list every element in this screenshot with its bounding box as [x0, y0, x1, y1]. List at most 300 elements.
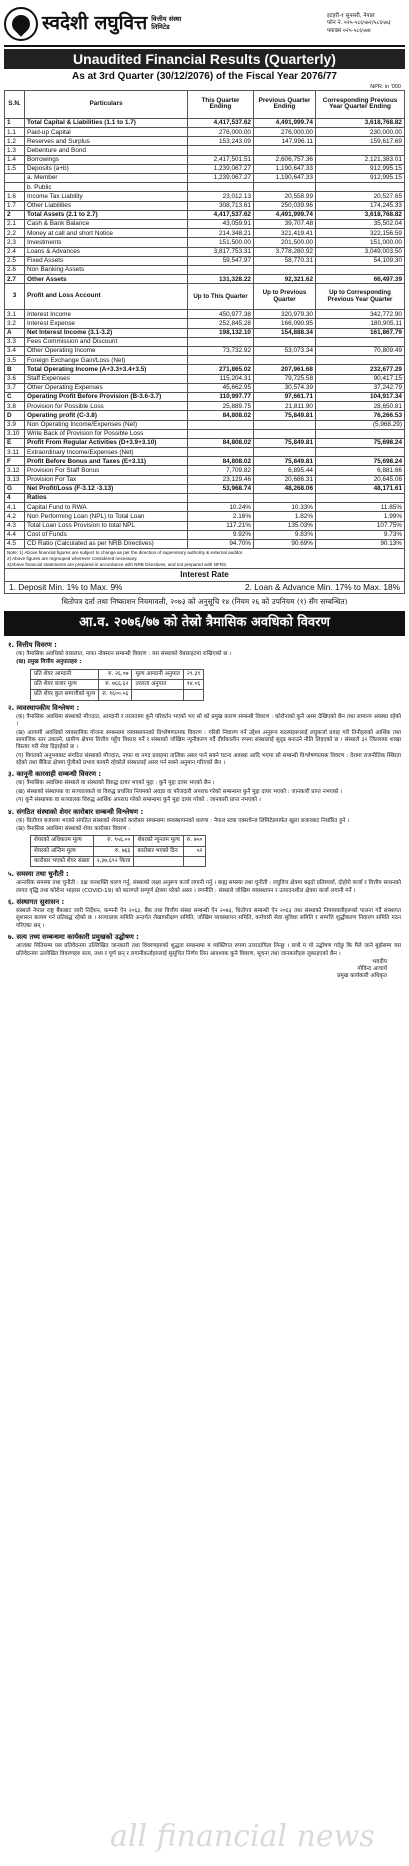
row-corresponding-quarter: 174,245.33	[316, 201, 405, 210]
row-sn: 1.5	[5, 164, 25, 173]
table-row	[5, 210, 405, 219]
section-text: आजका मितिसम्म यस प्रतिवेदनमा उल्लिखित जानकारी तथा विवरणहरुको शुद्धता सम्बन्धमा म व्यक्तिगत रुपमा उत्तरदायित्व लिन्छु । साथै म यो उद्घोषण गर्दछु कि मैले जाने बुझेसम्म यस प्रतिवेदनमा उल्लेखित विवरणहरु सत्य, तथ्य र पूर्ण छन् र लगानीकर्ताहरुलाई सुसूचित निर्णय लिन आवश्यक कुनै विवरण, सूचना तथा जानकारीहरु लुकाइएको छैन ।	[16, 943, 401, 957]
row-sn: 3.12	[5, 466, 25, 475]
row-previous-quarter: 4,491,999.74	[254, 118, 316, 127]
row-particular: Foreign Exchange Gain/Loss (Net)	[25, 356, 188, 365]
regulation-reference: धितोपत्र दर्ता तथा निष्काशन नियमावली, २०७३ को अनुसूचि १४ (नियम २६ को उपनियम (१) सँग सम्बन्धित)	[61, 597, 348, 607]
row-this-quarter: Up to This Quarter	[188, 284, 254, 310]
row-corresponding-quarter: 9.73%	[316, 530, 405, 539]
row-this-quarter: 115,204.31	[188, 374, 254, 383]
row-corresponding-quarter: 159,617.69	[316, 137, 405, 146]
table-row	[31, 857, 206, 867]
row-previous-quarter: 9.83%	[254, 530, 316, 539]
row-corresponding-quarter: 3,618,768.82	[316, 210, 405, 219]
row-corresponding-quarter: 70,809.49	[316, 347, 405, 356]
section-heading: ४. संगठित संस्थाको शेयर कारोबार सम्बन्धी विश्लेषण :	[8, 807, 144, 816]
row-previous-quarter	[254, 183, 316, 192]
table-row	[5, 238, 405, 247]
row-previous-quarter: 135.03%	[254, 521, 316, 530]
row-this-quarter	[188, 356, 254, 365]
table-cell: २९.३९	[183, 669, 203, 679]
row-previous-quarter: 90.69%	[254, 539, 316, 548]
section-text: (ग) कुनै संस्थापक वा सञ्चालक विरुद्ध आर्थिक अपराध गरेको सम्बन्धमा कुनै मुद्दा दायर गरेको : जानकारी प्राप्त नभएको ।	[16, 797, 261, 804]
fax-line: फ्याक्स ०२५-५८६५७४	[327, 27, 371, 34]
row-sn: 1	[5, 118, 25, 127]
row-sn: 1.3	[5, 146, 25, 155]
row-this-quarter: 2.16%	[188, 512, 254, 521]
row-previous-quarter: 75,849.81	[254, 438, 316, 447]
table-row	[5, 347, 405, 356]
row-sn: 3	[5, 284, 25, 310]
row-corresponding-quarter: 180,905.11	[316, 319, 405, 328]
currency-note: NPR. in '000	[370, 83, 401, 90]
row-particular: Money at call and short Notice	[25, 229, 188, 238]
row-this-quarter: 1,239,067.27	[188, 174, 254, 183]
row-corresponding-quarter: 48,171.61	[316, 484, 405, 493]
table-row	[5, 484, 405, 493]
row-particular: Interest Income	[25, 310, 188, 319]
table-cell: शेयरको अन्तिम मूल्य	[31, 846, 94, 856]
row-corresponding-quarter: 20,527.65	[316, 192, 405, 201]
row-corresponding-quarter: 28,650.81	[316, 402, 405, 411]
letterhead	[4, 3, 405, 47]
row-previous-quarter: 276,000.00	[254, 128, 316, 137]
sign-name: गोविन्द आचार्य	[357, 966, 387, 973]
row-corresponding-quarter: 11.85%	[316, 503, 405, 512]
table-row	[5, 512, 405, 521]
table-row	[5, 229, 405, 238]
report-subtitle: As at 3rd Quarter (30/12/2076) of the Fiscal Year 2076/77	[72, 71, 337, 83]
row-particular: Non Banking Assets	[25, 265, 188, 274]
row-this-quarter: 214,348.21	[188, 229, 254, 238]
row-previous-quarter: 147,996.11	[254, 137, 316, 146]
row-sn: D	[5, 411, 25, 420]
table-row	[5, 146, 405, 155]
row-corresponding-quarter: 107.75%	[316, 521, 405, 530]
row-this-quarter	[188, 448, 254, 457]
table-cell: १४.०६	[183, 680, 203, 690]
table-row	[5, 137, 405, 146]
row-this-quarter: 151,500.00	[188, 238, 254, 247]
row-previous-quarter	[254, 356, 316, 365]
row-previous-quarter: 320,979.30	[254, 310, 316, 319]
interest-rate-title: Interest Rate	[4, 569, 405, 581]
row-corresponding-quarter: 342,772.90	[316, 310, 405, 319]
watermark: all financial news	[110, 1819, 375, 1854]
row-sn: 4.2	[5, 512, 25, 521]
table-row	[5, 411, 405, 420]
table-row	[5, 265, 405, 274]
row-corresponding-quarter: 151,000.00	[316, 238, 405, 247]
row-sn: 4.3	[5, 521, 25, 530]
row-particular: Deposits (a+b)	[25, 164, 188, 173]
row-particular: Provision For Staff Bonus	[25, 466, 188, 475]
table-row	[5, 201, 405, 210]
row-particular: Profit From Regular Activities (D+3.9+3.10)	[25, 438, 188, 447]
table-cell: कारोबार भएको दिन	[134, 846, 183, 856]
table-row	[31, 690, 204, 700]
table-row	[31, 846, 206, 856]
row-this-quarter	[188, 337, 254, 346]
table-row	[5, 420, 405, 429]
section-text: (क) त्रैमासिक अवधिको वासलात, नाफा नोक्सान सम्बन्धी विवरण : यस संस्थाको वेबसाइटमा राखिएको छ ।	[16, 650, 232, 657]
row-sn: 4	[5, 494, 25, 503]
row-particular: Fixed Assets	[25, 256, 188, 265]
row-previous-quarter: 2,606,757.36	[254, 155, 316, 164]
table-row	[5, 183, 405, 192]
table-cell: रु. ७६६.६२	[99, 680, 132, 690]
row-this-quarter	[188, 265, 254, 274]
table-cell: प्रति शेयर आम्दानी	[31, 669, 99, 679]
table-cell: मूल्य आम्दानी अनुपात	[132, 669, 183, 679]
row-corresponding-quarter: 75,698.24	[316, 438, 405, 447]
row-corresponding-quarter: 230,000.00	[316, 128, 405, 137]
row-previous-quarter: 201,500.00	[254, 238, 316, 247]
col-header-previous-quarter: Previous Quarter Ending	[254, 90, 316, 118]
table-cell: रु. १६००.५६	[99, 690, 132, 700]
table-row	[5, 392, 405, 401]
table-row	[5, 503, 405, 512]
quarterly-disclosure-banner: आ.व. २०७६/७७ को तेस्रो त्रैमासिक अवधिको विवरण	[4, 611, 405, 636]
row-corresponding-quarter: 104,917.34	[316, 392, 405, 401]
row-previous-quarter: Up to Previous Quarter	[254, 284, 316, 310]
row-sn: 2.2	[5, 229, 25, 238]
row-sn: 1.6	[5, 192, 25, 201]
table-cell	[183, 690, 203, 700]
row-sn: 3.13	[5, 475, 25, 484]
row-corresponding-quarter	[316, 356, 405, 365]
row-particular: Debenture and Bond	[25, 146, 188, 155]
row-sn: 4.5	[5, 539, 25, 548]
row-this-quarter	[188, 146, 254, 155]
row-this-quarter: 252,845.28	[188, 319, 254, 328]
row-sn: 3.9	[5, 420, 25, 429]
row-corresponding-quarter: Up to Corresponding Previous Year Quarter	[316, 284, 405, 310]
row-corresponding-quarter: (5,968.29)	[316, 420, 405, 429]
table-row	[5, 118, 405, 127]
table-row	[5, 494, 405, 503]
report-title: Unaudited Financial Results (Quarterly)	[4, 49, 405, 69]
table-cell	[132, 690, 183, 700]
table-row	[31, 680, 204, 690]
row-particular: Provision For Tax	[25, 475, 188, 484]
row-particular: Cash & Bank Balance	[25, 219, 188, 228]
row-particular: Interest Expense	[25, 319, 188, 328]
row-particular: Extraordinary Income/Expenses (Net)	[25, 448, 188, 457]
row-this-quarter: 43,059.91	[188, 219, 254, 228]
interest-rate-row	[4, 582, 405, 595]
row-this-quarter: 4,417,537.62	[188, 210, 254, 219]
table-cell: शेयरको न्यूनतम मूल्य	[134, 836, 183, 846]
section-text: संस्थाले नेपाल राष्ट्र बैंकबाट जारी निर्देशन, कम्पनी ऐन २०६३, बैंक तथा वित्तीय संस्था सम्बन्धी ऐन २०७३, धितोपत्र सम्बन्धी ऐन २०६३ तथा संस्थाको नियमावलीहरूको पालना गर्दै संस्थागत सुशासन कायम गर्न प्रतिबद्ध रहेको छ । सञ्चालक समिति अन्तर्गत लेखापरीक्षण समिति, जोखिम व्यवस्थापन समिति, कर्मचारी सेवा सुविधा समिति र सम्पत्ति शुद्धीकरण निवारण समिति गठन गरिएका छन् ।	[16, 908, 401, 929]
row-sn: A	[5, 328, 25, 337]
table-row	[5, 356, 405, 365]
table-body	[5, 118, 405, 548]
row-sn: 2.6	[5, 265, 25, 274]
table-row	[5, 337, 405, 346]
table-cell: शेयरको अधिकतम मूल्य	[31, 836, 94, 846]
table-cell: प्रति शेयर बजार मूल्य	[31, 680, 99, 690]
row-corresponding-quarter	[316, 448, 405, 457]
section-text: (क) त्रैमासिक अवधिमा संस्थाको मौज्दात, आम्दानी र तरलतामा कुनै परिवर्तन भएको भए सो को प्रमुख कारण सम्बन्धी विवरण : कोरोनाको कुनै असर देखिएको छैन तथा सामान्य अवस्था रहेको ।	[16, 713, 401, 728]
table-row	[31, 836, 206, 846]
row-corresponding-quarter: 322,156.59	[316, 229, 405, 238]
row-sn: G	[5, 484, 25, 493]
row-sn: 3.4	[5, 347, 25, 356]
table-cell: तरलता अनुपात	[132, 680, 183, 690]
table-row	[5, 247, 405, 256]
address-block	[327, 13, 405, 35]
row-this-quarter: 271,865.02	[188, 365, 254, 374]
row-particular: Ratios	[25, 494, 188, 503]
row-this-quarter	[188, 420, 254, 429]
row-sn: 4.1	[5, 503, 25, 512]
row-previous-quarter	[254, 420, 316, 429]
row-sn: 3.5	[5, 356, 25, 365]
row-particular: Profit and Loss Account	[25, 284, 188, 310]
row-sn	[5, 174, 25, 183]
row-corresponding-quarter: 1.99%	[316, 512, 405, 521]
row-corresponding-quarter: 37,242.79	[316, 383, 405, 392]
row-sn: F	[5, 457, 25, 466]
row-corresponding-quarter	[316, 337, 405, 346]
section-heading: २. व्यवस्थापकीय विश्लेषण :	[8, 703, 80, 712]
row-this-quarter: 45,662.95	[188, 383, 254, 392]
row-particular: Total Capital & Liabilities (1.1 to 1.7)	[25, 118, 188, 127]
row-previous-quarter: 154,888.34	[254, 328, 316, 337]
table-row	[5, 284, 405, 310]
table-row	[5, 174, 405, 183]
row-this-quarter: 2,417,501.51	[188, 155, 254, 164]
row-previous-quarter: 207,961.68	[254, 365, 316, 374]
loan-rate: 2. Loan & Advance Min. 17% to Max. 18%	[245, 581, 400, 592]
row-previous-quarter	[254, 429, 316, 438]
row-this-quarter: 94.70%	[188, 539, 254, 548]
row-particular: Non Operating Income/Expenses (Net)	[25, 420, 188, 429]
table-row	[5, 402, 405, 411]
section-heading: ७. सत्य तथ्य सम्बन्धमा कार्यकारी प्रमुखको उद्घोषण :	[8, 933, 139, 942]
row-corresponding-quarter: 912,995.15	[316, 174, 405, 183]
row-this-quarter: 84,808.02	[188, 411, 254, 420]
table-cell: प्रति शेयर कुल सम्पत्तीको मूल्य	[31, 690, 99, 700]
row-previous-quarter: 75,849.81	[254, 457, 316, 466]
sign-salutation: भवदीय	[372, 958, 387, 965]
row-corresponding-quarter: 35,502.04	[316, 219, 405, 228]
row-sn: 1.2	[5, 137, 25, 146]
row-corresponding-quarter: 6,881.66	[316, 466, 405, 475]
table-row	[5, 319, 405, 328]
col-header-sn: S.N.	[5, 90, 25, 118]
row-corresponding-quarter: 75,698.24	[316, 457, 405, 466]
row-sn: E	[5, 438, 25, 447]
section-text: (क) धितोपत्र बजारमा भएको संगठित संस्थाको शेयरको कारोबार सम्बन्धमा व्यवस्थापनको धारणा : नेपाल स्टक एक्सचेन्ज लिमिटेडमार्फत खुला बजारबाट निर्धारित हुने ।	[16, 817, 350, 824]
signature-block	[8, 959, 401, 981]
row-previous-quarter: 30,574.39	[254, 383, 316, 392]
row-particular: b. Public	[25, 183, 188, 192]
row-this-quarter: 59,547.97	[188, 256, 254, 265]
row-sn: 3.2	[5, 319, 25, 328]
row-previous-quarter: 6,895.44	[254, 466, 316, 475]
row-particular: CD Ratio (Calculated as per NRB Directives)	[25, 539, 188, 548]
row-corresponding-quarter: 76,266.53	[316, 411, 405, 420]
col-header-corresponding-quarter: Corresponding Previous Year Quarter Ending	[316, 90, 405, 118]
row-particular: Reserves and Surplus	[25, 137, 188, 146]
table-row	[5, 155, 405, 164]
row-previous-quarter: 92,321.62	[254, 275, 316, 284]
row-previous-quarter: 20,558.99	[254, 192, 316, 201]
row-this-quarter: 84,808.02	[188, 457, 254, 466]
sign-designation: प्रमुख कार्यकारी अधिकृत	[337, 973, 387, 980]
table-row	[5, 256, 405, 265]
row-sn: 2	[5, 210, 25, 219]
row-sn: 1.1	[5, 128, 25, 137]
row-previous-quarter: 4,491,999.74	[254, 210, 316, 219]
row-this-quarter: 110,997.77	[188, 392, 254, 401]
section-heading: ६. संस्थागत सुशासन :	[8, 898, 65, 907]
table-cell: रु. ७५०	[183, 836, 206, 846]
row-sn: 3.1	[5, 310, 25, 319]
disclosure-body	[4, 636, 405, 983]
row-particular: Fees Commission and Discount	[25, 337, 188, 346]
row-previous-quarter: 10.33%	[254, 503, 316, 512]
section-heading: ३. कानूनी कारवाही सम्बन्धी विवरण :	[8, 770, 102, 779]
row-corresponding-quarter: 66,497.39	[316, 275, 405, 284]
row-sn: 2.5	[5, 256, 25, 265]
footnote: Note: 1) Above financial figures are subject to change as per the direction of supervisory authority & external auditor.	[7, 550, 244, 556]
row-previous-quarter: 321,419.41	[254, 229, 316, 238]
row-corresponding-quarter: 54,109.30	[316, 256, 405, 265]
row-corresponding-quarter: 2,121,383.01	[316, 155, 405, 164]
row-particular: Profit Before Bonus and Taxes (E+3.11)	[25, 457, 188, 466]
row-particular: Net Profit/Loss (F-3.12 -3.13)	[25, 484, 188, 493]
row-this-quarter	[188, 429, 254, 438]
row-corresponding-quarter: 232,677.29	[316, 365, 405, 374]
row-previous-quarter	[254, 448, 316, 457]
row-particular: Operating Profit Before Provision (B-3.6-3.7)	[25, 392, 188, 401]
row-sn: 3.8	[5, 402, 25, 411]
table-row	[5, 448, 405, 457]
row-previous-quarter: 250,039.96	[254, 201, 316, 210]
table-header-row	[5, 90, 405, 118]
row-this-quarter: 1,239,067.27	[188, 164, 254, 173]
row-sn: 2.3	[5, 238, 25, 247]
table-row	[5, 530, 405, 539]
table-row	[5, 219, 405, 228]
row-corresponding-quarter: 3,049,003.50	[316, 247, 405, 256]
row-particular: Other Operating Income	[25, 347, 188, 356]
row-particular: Total Operating Income (A+3.3+3.4+3.5)	[25, 365, 188, 374]
row-this-quarter: 9.92%	[188, 530, 254, 539]
section-text: (ख) संस्थाको संस्थापक वा सञ्चालकले वा विरुद्ध प्रचलित नियमको अवज्ञा वा फौजदारी अपराध गरेको सम्बन्धमा कुनै मुद्दा दायर भएको : जानकारी प्राप्त नभएको ।	[16, 788, 343, 795]
row-previous-quarter	[254, 494, 316, 503]
table-cell: ५२	[183, 846, 206, 856]
row-previous-quarter: 20,686.31	[254, 475, 316, 484]
table-row	[5, 457, 405, 466]
row-this-quarter: 198,132.10	[188, 328, 254, 337]
row-particular: Other Operating Expenses	[25, 383, 188, 392]
section-text: (क) त्रैमासिक अवधिमा संस्थाले वा संस्थाको विरुद्ध दायर भएको मुद्दा : कुनै मुद्दा दायर भएको छैन ।	[16, 780, 215, 787]
row-previous-quarter	[254, 146, 316, 155]
row-this-quarter: 308,713.61	[188, 201, 254, 210]
section-text: (ख) प्रमुख वित्तीय अनुपातहरु :	[16, 659, 82, 666]
row-corresponding-quarter: 161,867.79	[316, 328, 405, 337]
row-this-quarter: 4,417,537.62	[188, 118, 254, 127]
row-previous-quarter: 3,778,280.92	[254, 247, 316, 256]
row-corresponding-quarter	[316, 429, 405, 438]
address-line: इटहरी-१ सुनसरी, नेपाल	[327, 12, 375, 19]
table-row	[5, 521, 405, 530]
row-corresponding-quarter: 90,417.15	[316, 374, 405, 383]
table-row	[5, 164, 405, 173]
row-previous-quarter: 1.82%	[254, 512, 316, 521]
row-this-quarter: 53,968.74	[188, 484, 254, 493]
row-sn: 3.6	[5, 374, 25, 383]
row-previous-quarter	[254, 265, 316, 274]
row-previous-quarter: 1,190,647.33	[254, 164, 316, 173]
row-previous-quarter: 166,090.95	[254, 319, 316, 328]
row-previous-quarter: 1,190,647.33	[254, 174, 316, 183]
row-particular: Other Assets	[25, 275, 188, 284]
row-particular: Operating profit (C-3.8)	[25, 411, 188, 420]
row-corresponding-quarter	[316, 146, 405, 155]
row-particular: a. Member	[25, 174, 188, 183]
row-sn: 3.10	[5, 429, 25, 438]
row-sn: B	[5, 365, 25, 374]
row-sn: 2.4	[5, 247, 25, 256]
section-heading: १. वित्तीय विवरण :	[8, 641, 57, 649]
table-cell: २,३७,६९२ कित्ता	[93, 857, 134, 867]
section-heading: ५. समस्या तथा चुनौती :	[8, 870, 69, 879]
row-particular: Staff Expenses	[25, 374, 188, 383]
share-trading-table	[30, 835, 206, 867]
row-previous-quarter: 58,770.31	[254, 256, 316, 265]
row-particular: Provision for Possible Loss	[25, 402, 188, 411]
row-previous-quarter: 75,849.81	[254, 411, 316, 420]
row-particular: Paid-up Capital	[25, 128, 188, 137]
row-sn: 4.4	[5, 530, 25, 539]
footnote: 3)Above financial statements are prepared in accordance with NRB Directives, and not prepared with NFRS.	[7, 561, 228, 567]
row-particular: Total Assets (2.1 to 2.7)	[25, 210, 188, 219]
row-particular: Capital Fund to RWA	[25, 503, 188, 512]
row-this-quarter: 23,012.13	[188, 192, 254, 201]
row-sn: 3.11	[5, 448, 25, 457]
row-sn: 2.7	[5, 275, 25, 284]
row-this-quarter: 73,732.92	[188, 347, 254, 356]
row-corresponding-quarter	[316, 265, 405, 274]
row-previous-quarter: 53,073.34	[254, 347, 316, 356]
table-row	[5, 438, 405, 447]
row-sn: 3.7	[5, 383, 25, 392]
row-particular: Other Liabilities	[25, 201, 188, 210]
row-previous-quarter: 97,661.71	[254, 392, 316, 401]
row-sn: C	[5, 392, 25, 401]
row-sn: 3.3	[5, 337, 25, 346]
row-particular: Write Back of Provision for Possible Loss	[25, 429, 188, 438]
table-cell: रु. २६.०७	[99, 669, 132, 679]
row-particular: Cost of Funds	[25, 530, 188, 539]
row-particular: Loans & Advances	[25, 247, 188, 256]
row-particular: Non Performing Loan (NPL) to Total Loan	[25, 512, 188, 521]
row-this-quarter: 117.21%	[188, 521, 254, 530]
table-cell: रु. ९५६.००	[93, 836, 134, 846]
company-logo-icon	[4, 7, 38, 41]
section-text: आन्तरिक समस्या तथा चुनौती : दक्ष जनशक्ति धारण गर्नु, संस्थाको लक्ष्य अनुरूप कर्जा लगानी गर्नु । बाह्य समस्या तथा चुनौती : लघुवित्त क्षेत्रमा बढ्दो प्रतिस्पर्धा, दोहोरो कर्जा र वित्तीय साधनको लागत वृद्धि तथा कोरोना भाइरस (COVID-19) को कारणले सम्पूर्ण क्षेत्रमा परेको असर । रणनीति : संस्थाले जोखिम व्यवस्थापन र उत्पादनशील क्षेत्रमा कर्जा लगानी गर्ने ।	[16, 880, 401, 894]
row-this-quarter: 153,243.09	[188, 137, 254, 146]
table-row	[5, 128, 405, 137]
row-particular: Investments	[25, 238, 188, 247]
table-row	[5, 275, 405, 284]
row-this-quarter	[188, 183, 254, 192]
